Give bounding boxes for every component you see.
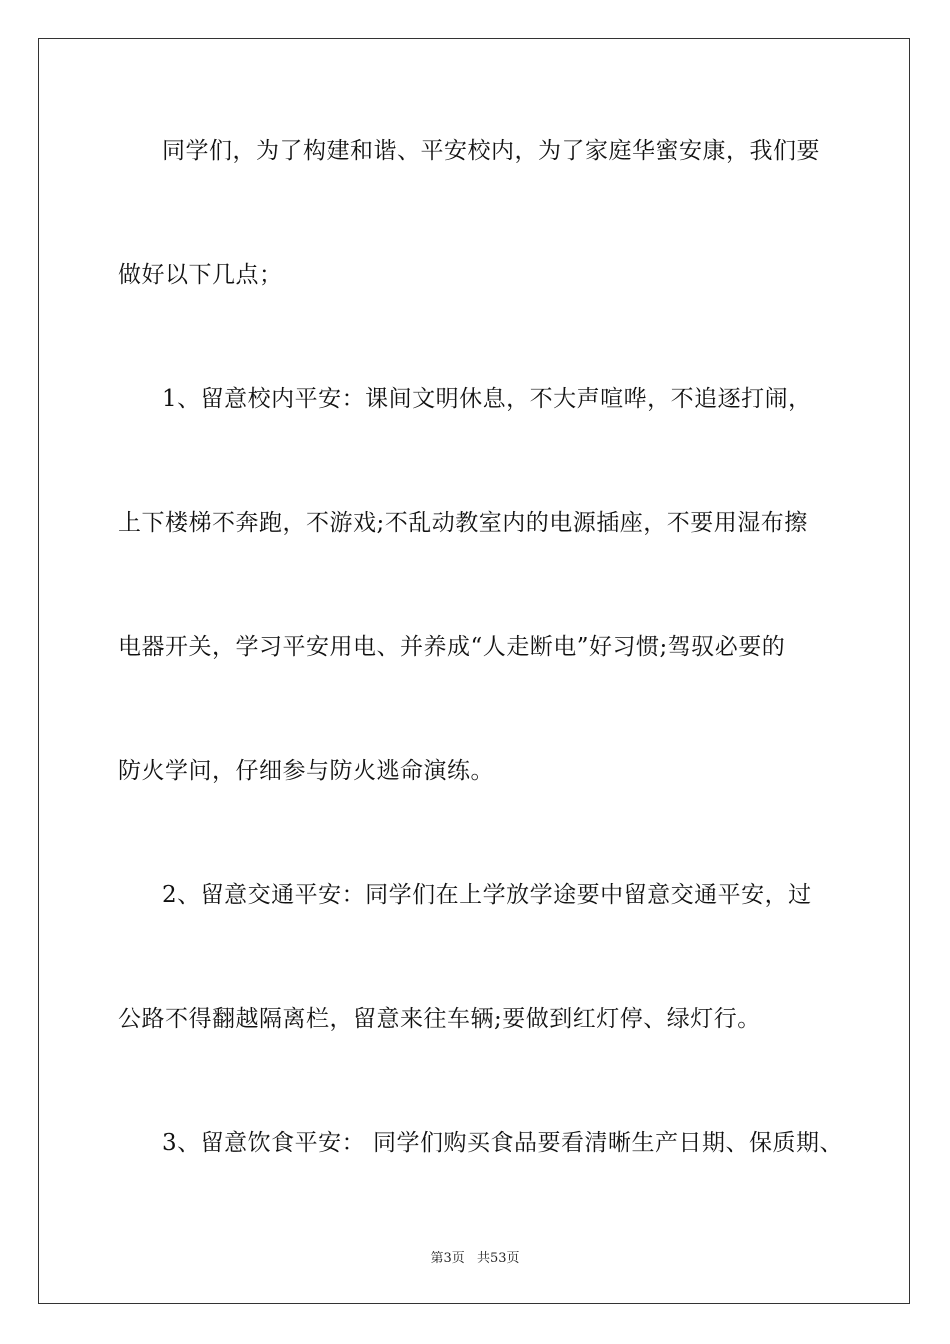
paragraph-line: 做好以下几点； <box>118 262 283 288</box>
paragraph-line: 上下楼梯不奔跑，不游戏;不乱动教室内的电源插座，不要用湿布擦 <box>118 510 808 536</box>
page-footer <box>0 1247 950 1266</box>
paragraph-line: 防火学问，仔细参与防火逃命演练。 <box>118 758 494 784</box>
paragraph-line: 公路不得翻越隔离栏，留意来往车辆;要做到红灯停、绿灯行。 <box>118 1006 761 1032</box>
page-border <box>38 38 910 1304</box>
page-number: 第3页 <box>430 1251 465 1266</box>
paragraph-line: 电器开关，学习平安用电、并养成“人走断电”好习惯;驾驭必要的 <box>118 634 786 660</box>
paragraph-line: 3、留意饮食平安： 同学们购买食品要看清晰生产日期、保质期、 <box>162 1130 843 1156</box>
paragraph-line: 同学们，为了构建和谐、平安校内，为了家庭华蜜安康，我们要 <box>162 138 820 164</box>
page-total: 共53页 <box>476 1251 520 1266</box>
paragraph-line: 2、留意交通平安：同学们在上学放学途要中留意交通平安，过 <box>162 882 812 908</box>
paragraph-line: 1、留意校内平安：课间文明休息，不大声喧哗，不追逐打闹， <box>162 386 812 412</box>
